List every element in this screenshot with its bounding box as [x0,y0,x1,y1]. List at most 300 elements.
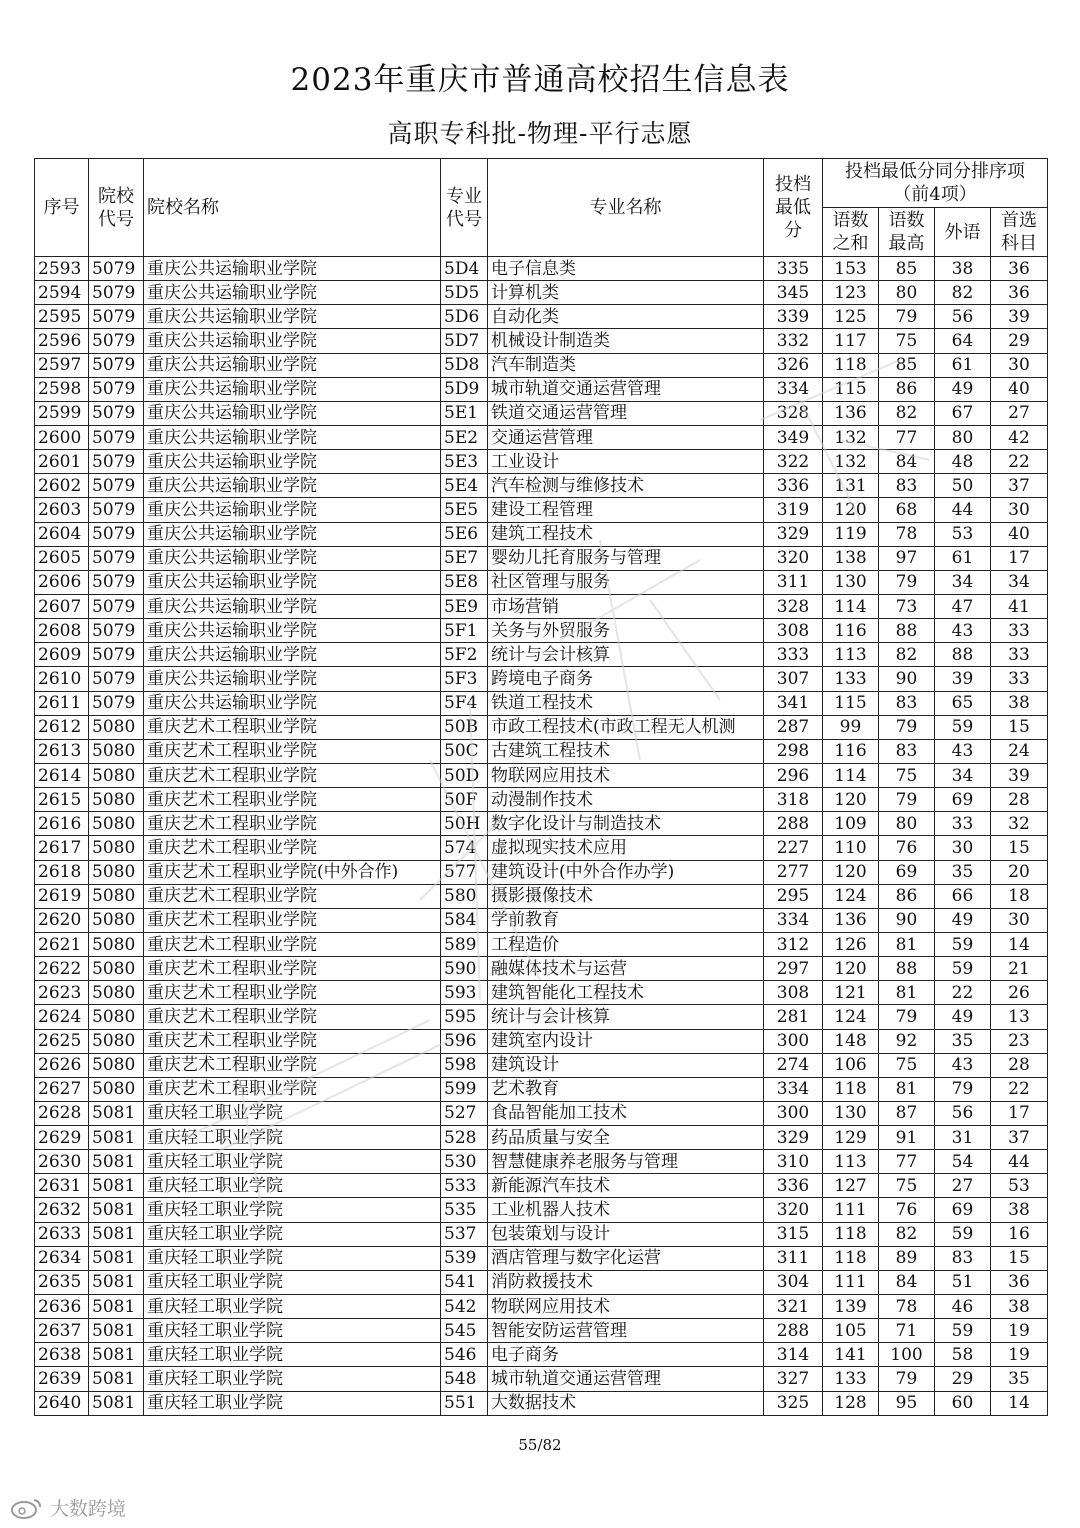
table-row [35,715,1048,739]
cell-foreign: 39 [935,667,991,691]
cell-school-code: 5080 [89,981,144,1005]
cell-major-name: 婴幼儿托育服务与管理 [488,546,764,570]
cell-foreign: 43 [935,1053,991,1077]
table-row [35,932,1048,956]
cell-seq: 2609 [35,643,89,667]
cell-school-name: 重庆公共运输职业学院 [144,281,441,305]
cell-min-score: 341 [764,691,823,715]
cell-first-subject: 28 [991,788,1048,812]
cell-sum: 131 [823,474,879,498]
cell-major-code: 5E1 [441,401,488,425]
cell-school-code: 5079 [89,401,144,425]
cell-school-name: 重庆轻工职业学院 [144,1101,441,1125]
cell-max: 75 [879,1174,935,1198]
cell-max: 75 [879,1053,935,1077]
cell-school-code: 5079 [89,522,144,546]
cell-seq: 2607 [35,594,89,618]
cell-seq: 2608 [35,619,89,643]
cell-min-score: 320 [764,1198,823,1222]
table-row [35,1174,1048,1198]
cell-seq: 2638 [35,1343,89,1367]
cell-max: 83 [879,739,935,763]
page-title: 2023年重庆市普通高校招生信息表 [290,62,790,98]
admission-table [34,158,1048,1416]
cell-foreign: 43 [935,739,991,763]
cell-school-name: 重庆公共运输职业学院 [144,450,441,474]
cell-major-name: 工程造价 [488,932,764,956]
cell-foreign: 54 [935,1150,991,1174]
cell-min-score: 334 [764,1077,823,1101]
cell-school-name: 重庆公共运输职业学院 [144,329,441,353]
cell-school-name: 重庆艺术工程职业学院 [144,884,441,908]
cell-seq: 2616 [35,812,89,836]
cell-major-code: 5D6 [441,305,488,329]
cell-school-code: 5081 [89,1174,144,1198]
cell-school-code: 5080 [89,763,144,787]
cell-major-name: 统计与会计核算 [488,643,764,667]
cell-major-code: 527 [441,1101,488,1125]
cell-school-code: 5079 [89,474,144,498]
cell-school-code: 5080 [89,1005,144,1029]
cell-first-subject: 36 [991,1270,1048,1294]
cell-school-code: 5079 [89,570,144,594]
cell-major-name: 艺术教育 [488,1077,764,1101]
cell-school-name: 重庆公共运输职业学院 [144,643,441,667]
cell-sum: 99 [823,715,879,739]
table-row [35,1126,1048,1150]
cell-school-name: 重庆轻工职业学院 [144,1198,441,1222]
cell-sum: 109 [823,812,879,836]
cell-max: 75 [879,329,935,353]
cell-major-name: 关务与外贸服务 [488,619,764,643]
cell-major-code: 590 [441,957,488,981]
cell-school-code: 5079 [89,643,144,667]
cell-major-name: 建筑设计 [488,1053,764,1077]
cell-foreign: 35 [935,860,991,884]
cell-school-name: 重庆轻工职业学院 [144,1319,441,1343]
cell-sum: 125 [823,305,879,329]
cell-max: 77 [879,425,935,449]
cell-school-name: 重庆艺术工程职业学院 [144,812,441,836]
cell-min-score: 322 [764,450,823,474]
table-body [35,257,1048,1416]
cell-school-name: 重庆公共运输职业学院 [144,474,441,498]
cell-min-score: 314 [764,1343,823,1367]
cell-max: 81 [879,932,935,956]
cell-min-score: 288 [764,812,823,836]
cell-min-score: 295 [764,884,823,908]
cell-foreign: 48 [935,450,991,474]
cell-school-code: 5080 [89,932,144,956]
cell-foreign: 53 [935,522,991,546]
table-row [35,1367,1048,1391]
cell-school-code: 5079 [89,619,144,643]
cell-major-name: 建设工程管理 [488,498,764,522]
cell-max: 79 [879,1367,935,1391]
cell-max: 78 [879,1295,935,1319]
cell-seq: 2610 [35,667,89,691]
cell-max: 75 [879,763,935,787]
cell-min-score: 310 [764,1150,823,1174]
cell-first-subject: 41 [991,594,1048,618]
cell-major-code: 5D5 [441,281,488,305]
cell-major-code: 5E7 [441,546,488,570]
table-row [35,570,1048,594]
cell-seq: 2628 [35,1101,89,1125]
cell-school-code: 5079 [89,257,144,281]
cell-sum: 121 [823,981,879,1005]
cell-seq: 2599 [35,401,89,425]
cell-foreign: 60 [935,1391,991,1415]
cell-major-code: 584 [441,908,488,932]
cell-seq: 2640 [35,1391,89,1415]
cell-major-code: 5D9 [441,377,488,401]
cell-seq: 2634 [35,1246,89,1270]
cell-foreign: 30 [935,836,991,860]
cell-school-name: 重庆轻工职业学院 [144,1174,441,1198]
cell-seq: 2630 [35,1150,89,1174]
page-number: 55/82 [518,1436,562,1454]
cell-major-code: 50D [441,763,488,787]
cell-sum: 120 [823,498,879,522]
cell-seq: 2593 [35,257,89,281]
cell-major-code: 5F2 [441,643,488,667]
cell-min-score: 277 [764,860,823,884]
table-row [35,1101,1048,1125]
cell-sum: 120 [823,788,879,812]
cell-seq: 2639 [35,1367,89,1391]
cell-school-code: 5081 [89,1270,144,1294]
cell-seq: 2631 [35,1174,89,1198]
cell-first-subject: 30 [991,908,1048,932]
cell-foreign: 46 [935,1295,991,1319]
cell-seq: 2627 [35,1077,89,1101]
cell-school-code: 5081 [89,1391,144,1415]
cell-min-score: 315 [764,1222,823,1246]
cell-school-name: 重庆艺术工程职业学院 [144,1005,441,1029]
cell-major-code: 5D8 [441,353,488,377]
cell-max: 88 [879,957,935,981]
cell-major-name: 药品质量与安全 [488,1126,764,1150]
cell-school-name: 重庆轻工职业学院 [144,1391,441,1415]
cell-max: 83 [879,474,935,498]
table-row [35,474,1048,498]
cell-school-code: 5081 [89,1319,144,1343]
cell-first-subject: 15 [991,836,1048,860]
cell-first-subject: 53 [991,1174,1048,1198]
cell-seq: 2597 [35,353,89,377]
header-sum: 语数之和 [823,208,879,257]
cell-major-code: 5E8 [441,570,488,594]
cell-foreign: 69 [935,788,991,812]
cell-school-name: 重庆公共运输职业学院 [144,667,441,691]
cell-min-score: 339 [764,305,823,329]
table-row [35,1270,1048,1294]
cell-foreign: 65 [935,691,991,715]
cell-school-code: 5080 [89,788,144,812]
cell-first-subject: 35 [991,1367,1048,1391]
cell-sum: 113 [823,643,879,667]
weibo-icon [10,1496,44,1520]
cell-school-code: 5080 [89,1029,144,1053]
cell-school-code: 5079 [89,425,144,449]
cell-school-code: 5080 [89,739,144,763]
cell-major-name: 建筑工程技术 [488,522,764,546]
cell-seq: 2625 [35,1029,89,1053]
cell-min-score: 311 [764,570,823,594]
cell-foreign: 59 [935,957,991,981]
cell-seq: 2617 [35,836,89,860]
cell-first-subject: 20 [991,860,1048,884]
cell-school-name: 重庆艺术工程职业学院(中外合作) [144,860,441,884]
cell-major-name: 自动化类 [488,305,764,329]
cell-seq: 2637 [35,1319,89,1343]
cell-major-name: 统计与会计核算 [488,1005,764,1029]
cell-max: 82 [879,1222,935,1246]
cell-min-score: 325 [764,1391,823,1415]
cell-foreign: 66 [935,884,991,908]
cell-seq: 2632 [35,1198,89,1222]
cell-sum: 113 [823,1150,879,1174]
cell-min-score: 318 [764,788,823,812]
table-row [35,1222,1048,1246]
cell-min-score: 288 [764,1319,823,1343]
cell-max: 79 [879,715,935,739]
cell-major-code: 546 [441,1343,488,1367]
table-row [35,691,1048,715]
cell-major-name: 摄影摄像技术 [488,884,764,908]
cell-school-code: 5081 [89,1150,144,1174]
cell-school-name: 重庆轻工职业学院 [144,1270,441,1294]
cell-school-name: 重庆艺术工程职业学院 [144,908,441,932]
cell-foreign: 34 [935,570,991,594]
cell-seq: 2613 [35,739,89,763]
cell-foreign: 44 [935,498,991,522]
cell-min-score: 332 [764,329,823,353]
logo-text: 大数跨境 [50,1498,127,1520]
cell-first-subject: 33 [991,667,1048,691]
header-major-name: 专业名称 [488,159,764,257]
cell-major-name: 融媒体技术与运营 [488,957,764,981]
cell-sum: 119 [823,522,879,546]
cell-major-name: 古建筑工程技术 [488,739,764,763]
cell-foreign: 51 [935,1270,991,1294]
cell-school-name: 重庆公共运输职业学院 [144,401,441,425]
cell-seq: 2619 [35,884,89,908]
cell-major-code: 551 [441,1391,488,1415]
cell-major-name: 物联网应用技术 [488,763,764,787]
cell-major-name: 智慧健康养老服务与管理 [488,1150,764,1174]
cell-major-code: 599 [441,1077,488,1101]
cell-foreign: 49 [935,377,991,401]
cell-max: 79 [879,1005,935,1029]
cell-school-code: 5081 [89,1295,144,1319]
cell-major-code: 596 [441,1029,488,1053]
cell-min-score: 227 [764,836,823,860]
cell-min-score: 328 [764,401,823,425]
cell-sum: 106 [823,1053,879,1077]
cell-school-code: 5080 [89,908,144,932]
cell-seq: 2612 [35,715,89,739]
cell-foreign: 56 [935,1101,991,1125]
cell-min-score: 345 [764,281,823,305]
cell-major-code: 541 [441,1270,488,1294]
cell-foreign: 50 [935,474,991,498]
cell-sum: 136 [823,401,879,425]
cell-max: 76 [879,836,935,860]
cell-min-score: 328 [764,594,823,618]
cell-sum: 116 [823,739,879,763]
cell-seq: 2636 [35,1295,89,1319]
cell-max: 76 [879,1198,935,1222]
cell-school-name: 重庆公共运输职业学院 [144,570,441,594]
cell-first-subject: 22 [991,1077,1048,1101]
cell-first-subject: 30 [991,353,1048,377]
cell-max: 91 [879,1126,935,1150]
cell-seq: 2623 [35,981,89,1005]
cell-first-subject: 40 [991,377,1048,401]
cell-foreign: 47 [935,594,991,618]
cell-foreign: 49 [935,908,991,932]
cell-sum: 124 [823,1005,879,1029]
cell-first-subject: 37 [991,1126,1048,1150]
table-row [35,1029,1048,1053]
cell-school-name: 重庆艺术工程职业学院 [144,981,441,1005]
cell-foreign: 58 [935,1343,991,1367]
cell-sum: 153 [823,257,879,281]
table-row [35,1150,1048,1174]
cell-seq: 2595 [35,305,89,329]
cell-foreign: 35 [935,1029,991,1053]
cell-sum: 128 [823,1391,879,1415]
cell-school-name: 重庆公共运输职业学院 [144,498,441,522]
cell-major-code: 5F1 [441,619,488,643]
cell-first-subject: 30 [991,498,1048,522]
cell-school-name: 重庆艺术工程职业学院 [144,1077,441,1101]
cell-major-name: 电子商务 [488,1343,764,1367]
cell-major-code: 533 [441,1174,488,1198]
cell-school-name: 重庆公共运输职业学院 [144,377,441,401]
cell-first-subject: 27 [991,401,1048,425]
cell-min-score: 304 [764,1270,823,1294]
cell-first-subject: 38 [991,691,1048,715]
cell-major-name: 消防救援技术 [488,1270,764,1294]
cell-first-subject: 37 [991,474,1048,498]
cell-seq: 2606 [35,570,89,594]
cell-major-code: 595 [441,1005,488,1029]
cell-seq: 2611 [35,691,89,715]
cell-school-name: 重庆公共运输职业学院 [144,353,441,377]
table-row [35,353,1048,377]
cell-sum: 141 [823,1343,879,1367]
cell-school-name: 重庆公共运输职业学院 [144,425,441,449]
cell-major-name: 大数据技术 [488,1391,764,1415]
table-row [35,788,1048,812]
cell-school-code: 5081 [89,1343,144,1367]
cell-foreign: 83 [935,1246,991,1270]
cell-min-score: 311 [764,1246,823,1270]
cell-school-name: 重庆公共运输职业学院 [144,691,441,715]
cell-sum: 117 [823,329,879,353]
cell-major-name: 建筑室内设计 [488,1029,764,1053]
cell-major-name: 虚拟现实技术应用 [488,836,764,860]
cell-max: 86 [879,884,935,908]
cell-min-score: 312 [764,932,823,956]
cell-max: 89 [879,1246,935,1270]
table-row [35,522,1048,546]
cell-foreign: 69 [935,1198,991,1222]
cell-max: 84 [879,450,935,474]
cell-school-code: 5079 [89,667,144,691]
cell-foreign: 33 [935,812,991,836]
cell-seq: 2620 [35,908,89,932]
cell-school-code: 5079 [89,353,144,377]
cell-major-code: 5E2 [441,425,488,449]
cell-sum: 133 [823,667,879,691]
table-row [35,836,1048,860]
cell-school-name: 重庆轻工职业学院 [144,1295,441,1319]
header-max: 语数最高 [879,208,935,257]
cell-school-code: 5080 [89,715,144,739]
cell-first-subject: 39 [991,763,1048,787]
cell-sum: 105 [823,1319,879,1343]
cell-seq: 2614 [35,763,89,787]
cell-school-name: 重庆艺术工程职业学院 [144,836,441,860]
cell-major-name: 社区管理与服务 [488,570,764,594]
cell-school-name: 重庆艺术工程职业学院 [144,1029,441,1053]
header-foreign: 外语 [935,208,991,257]
cell-sum: 111 [823,1198,879,1222]
cell-school-name: 重庆公共运输职业学院 [144,305,441,329]
table-row [35,908,1048,932]
cell-max: 80 [879,281,935,305]
cell-min-score: 296 [764,763,823,787]
cell-max: 88 [879,619,935,643]
table-row [35,498,1048,522]
cell-school-code: 5081 [89,1367,144,1391]
cell-first-subject: 33 [991,643,1048,667]
cell-first-subject: 38 [991,1198,1048,1222]
cell-sum: 114 [823,763,879,787]
cell-major-code: 5E3 [441,450,488,474]
table-row [35,763,1048,787]
cell-min-score: 300 [764,1029,823,1053]
cell-school-code: 5081 [89,1246,144,1270]
cell-sum: 126 [823,932,879,956]
cell-foreign: 61 [935,353,991,377]
cell-seq: 2604 [35,522,89,546]
cell-min-score: 333 [764,643,823,667]
cell-school-name: 重庆公共运输职业学院 [144,619,441,643]
cell-seq: 2615 [35,788,89,812]
cell-sum: 114 [823,594,879,618]
cell-min-score: 335 [764,257,823,281]
cell-major-code: 50H [441,812,488,836]
cell-seq: 2603 [35,498,89,522]
table-row [35,1319,1048,1343]
cell-first-subject: 44 [991,1150,1048,1174]
cell-first-subject: 34 [991,570,1048,594]
cell-major-code: 5E9 [441,594,488,618]
cell-max: 80 [879,812,935,836]
cell-major-code: 539 [441,1246,488,1270]
cell-school-name: 重庆公共运输职业学院 [144,257,441,281]
cell-school-code: 5080 [89,860,144,884]
cell-major-name: 机械设计制造类 [488,329,764,353]
cell-max: 100 [879,1343,935,1367]
cell-max: 71 [879,1319,935,1343]
cell-major-code: 5F3 [441,667,488,691]
